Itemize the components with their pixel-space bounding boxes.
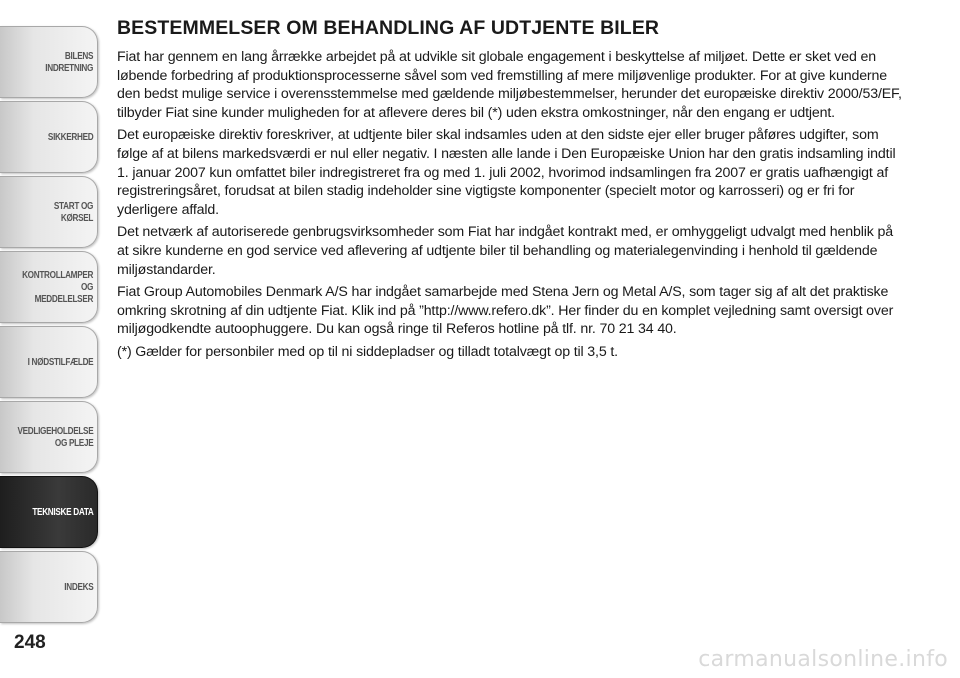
paragraph-intro: Fiat har gennem en lang årrække arbejdet på at udvikle sit globale engagement i beskyttelse af miljøet. Dette er sket ved en løbende forbedring af produktionsprocesserne såvel som ved fremstilling af mere miljøvenlige produkter. For at give kunderne den bedst mulige service i overensstemmelse med gældende miljøbestemmelser, herunder det europæiske direktiv 2000/53/EF, tilbyder Fiat sine kunder muligheden for at aflevere deres bil (*) uden ekstra omkostninger, når den engang er udtjent.	[117, 49, 902, 121]
tab-label: START OG KØRSEL	[53, 200, 94, 224]
tab-label: KONTROLLAMPER OG MEDDELELSER	[22, 269, 94, 305]
tab-label: BILENS INDRETNING	[45, 50, 94, 74]
tab-label: TEKNISKE DATA	[31, 506, 94, 518]
tab-i-nodstilfaelde[interactable]	[0, 326, 98, 398]
page-number: 248	[14, 632, 46, 653]
tab-kontrollamper[interactable]	[0, 251, 98, 323]
watermark: carmanualsonline.info	[698, 647, 948, 672]
paragraph-footnote: (*) Gælder for personbiler med op til ni siddepladser og tilladt totalvægt op til 3,5 t.	[117, 343, 618, 360]
paragraph-directive: Det europæiske direktiv foreskriver, at udtjente biler skal indsamles uden at den sidste ejer eller bruger påføres udgifter, som følge af at bilens markedsværdi er nul eller negativ. I næsten alle lande i Den Europæiske Union har den gratis indsamling indtil 1. januar 2007 kun omfattet biler indregistreret fra og med 1. juli 2002, hvorimod indsamlingen fra 2007 er gratis uafhængigt af registreringsåret, forudsat at bilen stadig indeholder sine vigtigste komponenter (specielt motor og karrosseri) og er fri for yderligere affald.	[117, 127, 896, 218]
tab-vedligeholdelse[interactable]	[0, 401, 98, 473]
tab-sikkerhed[interactable]	[0, 101, 98, 173]
article	[117, 16, 907, 366]
tab-label: SIKKERHED	[47, 131, 94, 143]
tab-start-og-korsel[interactable]	[0, 176, 98, 248]
tab-label: I NØDSTILFÆLDE	[27, 356, 94, 368]
article-heading: BESTEMMELSER OM BEHANDLING AF UDTJENTE BILER	[117, 17, 660, 39]
tab-indeks[interactable]	[0, 551, 98, 623]
tab-tekniske-data[interactable]	[0, 476, 98, 548]
tab-label: INDEKS	[64, 581, 94, 593]
tab-bilens-indretning[interactable]	[0, 26, 98, 98]
paragraph-partner: Fiat Group Automobiles Denmark A/S har indgået samarbejde med Stena Jern og Metal A/S, som tager sig af alt det praktiske omkring skrotning af din udtjente Fiat. Klik ind på ”http://www.refero.dk”. Her finder du en komplet vejledning samt oversigt over miljøgodkendte autoophuggere. Du kan også ringe til Referos hotline på tlf. nr. 70 21 34 40.	[117, 284, 894, 338]
chapter-tabs	[0, 0, 100, 678]
tab-label: VEDLIGEHOLDELSE OG PLEJE	[17, 425, 94, 449]
paragraph-network: Det netværk af autoriserede genbrugsvirksomheder som Fiat har indgået kontrakt med, er omhyggeligt udvalgt med henblik på at sikre kunderne en god service ved aflevering af udtjente biler til behandling og materialegenvinding i henhold til gældende miljøstandarder.	[117, 224, 893, 278]
